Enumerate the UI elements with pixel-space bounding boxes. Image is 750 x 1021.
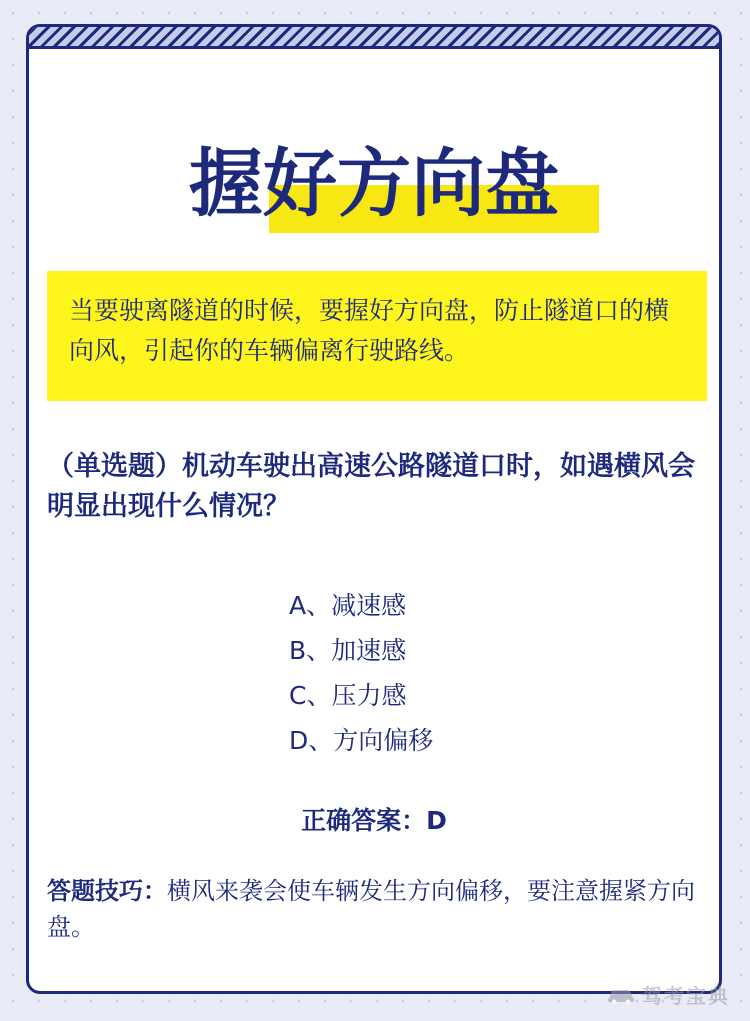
- title-area: [29, 141, 719, 227]
- technique-text: 横风来袭会使车辆发生方向偏移，要注意握紧方向盘。: [47, 877, 695, 941]
- content-card: [26, 24, 722, 994]
- tip-box: 当要驶离隧道的时候，要握好方向盘，防止隧道口的横向风，引起你的车辆偏离行驶路线。: [47, 271, 707, 401]
- option-a[interactable]: A、减速感: [289, 591, 407, 620]
- correct-answer: 正确答案：D: [301, 806, 447, 835]
- answer-technique: [47, 873, 709, 945]
- option-c[interactable]: C、压力感: [289, 681, 407, 710]
- page-title-text: 握好方向盘: [189, 141, 559, 227]
- watermark-text: 驾考宝典: [642, 984, 730, 1008]
- page-title: [189, 141, 559, 227]
- option-d[interactable]: D、方向偏移: [289, 726, 434, 755]
- card-stripe-header: [29, 27, 719, 49]
- option-b[interactable]: B、加速感: [289, 636, 407, 665]
- watermark: [606, 980, 730, 1009]
- technique-label: 答题技巧：: [47, 877, 167, 905]
- car-logo-icon: [606, 985, 636, 1005]
- question-text: （单选题）机动车驶出高速公路隧道口时，如遇横风会明显出现什么情况？: [47, 451, 695, 522]
- option-list: [289, 583, 589, 763]
